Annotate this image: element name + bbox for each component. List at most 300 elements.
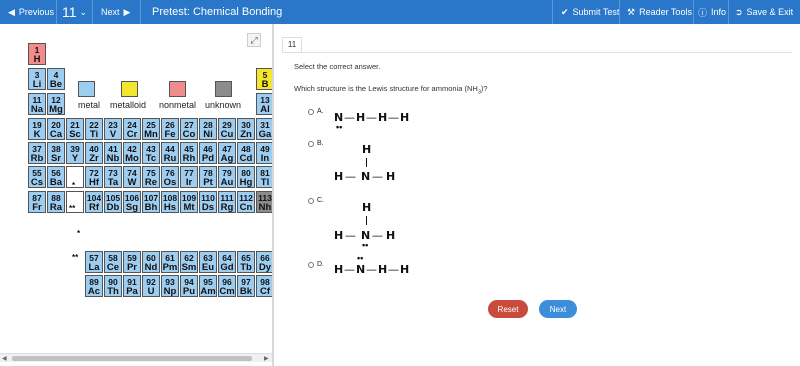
lone-pair: ••: [362, 240, 369, 250]
lone-pair: ••: [336, 122, 343, 132]
element-cell-au: [218, 166, 236, 188]
element-symbol: Th: [107, 286, 119, 297]
element-symbol: Rh: [182, 153, 196, 164]
atomic-number: 75: [146, 168, 156, 178]
atomic-number: 38: [51, 144, 61, 154]
atom-h: H: [400, 111, 410, 124]
instruction-text: Select the correct answer.: [294, 62, 381, 71]
atom-n: N: [361, 170, 371, 183]
option-c-label: C.: [317, 197, 324, 204]
element-symbol: Sm: [181, 262, 197, 273]
legend-metal-swatch: [78, 81, 95, 97]
element-symbol: Cn: [239, 202, 253, 213]
atomic-number: 55: [32, 168, 42, 178]
element-symbol: Co: [182, 129, 196, 140]
atom-n: N: [361, 229, 371, 242]
element-cell-ni: [199, 118, 217, 140]
element-symbol: In: [260, 153, 270, 164]
element-cell-be: [47, 68, 65, 90]
element-symbol: Tb: [240, 262, 252, 273]
element-cell-tb: [237, 251, 255, 273]
element-symbol: Fe: [164, 129, 176, 140]
element-symbol: Rf: [88, 202, 100, 213]
expand-icon[interactable]: ⤢: [247, 33, 261, 47]
element-cell-ir: [180, 166, 198, 188]
element-symbol: Ni: [203, 129, 213, 140]
next-arrow-icon: ▶: [123, 6, 131, 17]
element-symbol: W: [127, 177, 137, 188]
element-cell-rg: [218, 191, 236, 213]
atomic-number: 113: [258, 193, 272, 203]
atomic-number: 26: [165, 120, 175, 130]
atomic-number: 111: [220, 193, 234, 203]
element-symbol: Pu: [182, 286, 196, 297]
single-bond: —: [344, 263, 355, 276]
single-bond: —: [388, 263, 399, 276]
element-symbol: V: [109, 129, 117, 140]
element-symbol: U: [147, 286, 155, 297]
atomic-number: 5: [262, 70, 268, 80]
atomic-number: 65: [241, 253, 251, 263]
element-symbol: Gd: [220, 262, 234, 273]
page-title: Pretest: Chemical Bonding: [152, 6, 283, 18]
element-cell-sr: [47, 142, 65, 164]
atomic-number: 89: [89, 277, 99, 287]
previous-label: Previous: [18, 7, 54, 17]
element-cell-w: [123, 166, 141, 188]
question-number: 11: [62, 4, 77, 20]
info-icon: ⓘ: [698, 7, 708, 18]
atom-h: H: [386, 229, 396, 242]
element-symbol: Mo: [125, 153, 139, 164]
single-bond: —: [345, 229, 356, 242]
element-symbol: Ce: [106, 262, 120, 273]
element-symbol: Cf: [259, 286, 271, 297]
header-rule: [302, 52, 792, 53]
divider: [140, 0, 141, 24]
element-symbol: Ds: [201, 202, 215, 213]
element-cell-pt: [199, 166, 217, 188]
legend-metalloid-swatch: [121, 81, 138, 97]
lanthanide-row-marker: *: [77, 229, 81, 238]
atomic-number: 66: [260, 253, 270, 263]
exit-icon: ➲: [735, 6, 743, 17]
atomic-number: 77: [184, 168, 194, 178]
element-cell-nb: [104, 142, 122, 164]
element-symbol: Be: [49, 79, 63, 90]
element-cell-pm: [161, 251, 179, 273]
element-symbol: Pt: [203, 177, 213, 188]
element-cell-fr: [28, 191, 46, 213]
legend-nonmetal-label: nonmetal: [159, 100, 197, 110]
element-cell-bk: [237, 275, 255, 297]
atomic-number: 78: [203, 168, 213, 178]
next-label: Next: [101, 7, 120, 17]
divider: [56, 0, 57, 24]
element-cell-hg: [237, 166, 255, 188]
atomic-number: 27: [184, 120, 194, 130]
atomic-number: 30: [241, 120, 251, 130]
element-symbol: Re: [144, 177, 158, 188]
info-label: Info: [711, 7, 727, 17]
element-cell-h: [28, 43, 46, 65]
element-symbol: Db: [106, 202, 120, 213]
element-symbol: Dy: [258, 262, 272, 273]
next-question-button[interactable]: [101, 0, 134, 24]
atomic-number: 3: [34, 70, 40, 80]
atomic-number: 47: [222, 144, 232, 154]
atomic-number: 74: [127, 168, 137, 178]
actinide-marker: **: [69, 204, 76, 213]
element-symbol: Pa: [126, 286, 138, 297]
element-cell-ba: [47, 166, 65, 188]
reader-tools-label: Reader Tools: [639, 7, 692, 17]
atomic-number: 98: [260, 277, 270, 287]
element-cell-np: [161, 275, 179, 297]
element-symbol: Mn: [144, 129, 158, 140]
atomic-number: 28: [203, 120, 213, 130]
single-bond: —: [345, 170, 356, 183]
atomic-number: 108: [162, 193, 178, 203]
divider: [552, 0, 553, 24]
lanthanide-marker: *: [72, 181, 76, 190]
horizontal-scrollbar[interactable]: [0, 353, 272, 362]
legend-nonmetal-swatch: [169, 81, 186, 97]
periodic-table: [0, 24, 272, 354]
atomic-number: 96: [222, 277, 232, 287]
element-symbol: Cm: [219, 286, 235, 297]
element-symbol: Rb: [30, 153, 44, 164]
atom-h: H: [378, 263, 388, 276]
element-cell-sg: [123, 191, 141, 213]
reader-tools-button[interactable]: [627, 0, 692, 24]
element-symbol: Nb: [106, 153, 120, 164]
previous-arrow-icon: ◀: [8, 6, 15, 17]
atomic-number: 23: [108, 120, 118, 130]
element-symbol: Cr: [126, 129, 138, 140]
element-symbol: Mg: [49, 104, 63, 115]
element-symbol: K: [33, 129, 41, 140]
element-symbol: H: [33, 54, 41, 65]
atomic-number: 11: [32, 95, 42, 105]
atomic-number: 29: [222, 120, 232, 130]
element-symbol: Ba: [49, 177, 63, 188]
element-cell-cs: [28, 166, 46, 188]
element-cell-mg: [47, 93, 65, 115]
element-symbol: B: [261, 79, 269, 90]
element-cell-am: [199, 275, 217, 297]
atomic-number: 57: [89, 253, 99, 263]
atomic-number: 25: [146, 120, 156, 130]
element-cell-sc: [66, 118, 84, 140]
atomic-number: 31: [260, 120, 270, 130]
element-cell-hs: [161, 191, 179, 213]
divider: [728, 0, 729, 24]
legend-unknown-swatch: [215, 81, 232, 97]
element-cell-zn: [237, 118, 255, 140]
single-bond: —: [344, 111, 355, 124]
element-cell-cd: [237, 142, 255, 164]
single-bond: —: [372, 229, 383, 242]
option-b-label: B.: [317, 140, 324, 147]
atom-h: H: [334, 170, 344, 183]
atomic-number: 49: [260, 144, 270, 154]
element-cell-cr: [123, 118, 141, 140]
atomic-number: 92: [146, 277, 156, 287]
lone-pair: ••: [357, 253, 364, 263]
atomic-number: 63: [203, 253, 213, 263]
vertical-bond: [366, 216, 367, 225]
radio-option-b[interactable]: [308, 141, 314, 147]
element-symbol: Ca: [49, 129, 63, 140]
info-button[interactable]: [698, 0, 726, 24]
element-cell-y: [66, 142, 84, 164]
submit-test-label: Submit Test: [572, 7, 620, 17]
element-cell-gd: [218, 251, 236, 273]
atomic-number: 94: [184, 277, 194, 287]
atomic-number: 37: [32, 144, 42, 154]
legend-unknown-label: unknown: [205, 100, 242, 110]
atomic-number: 91: [127, 277, 137, 287]
check-circle-icon: ✔: [561, 6, 569, 17]
atomic-number: 76: [165, 168, 175, 178]
element-cell-ds: [199, 191, 217, 213]
question-panel: [272, 24, 800, 366]
element-symbol: La: [88, 262, 100, 273]
atomic-number: 45: [184, 144, 194, 154]
atom-n: N: [356, 263, 366, 276]
element-cell-rh: [180, 142, 198, 164]
element-symbol: Au: [220, 177, 234, 188]
element-symbol: Fr: [32, 202, 42, 213]
element-cell-co: [180, 118, 198, 140]
element-cell-mt: [180, 191, 198, 213]
element-symbol: Nh: [258, 202, 272, 213]
top-toolbar: [0, 0, 800, 24]
save-exit-button[interactable]: [735, 0, 793, 24]
scrollbar-thumb[interactable]: [12, 356, 252, 361]
atomic-number: 39: [70, 144, 80, 154]
element-symbol: Cu: [220, 129, 234, 140]
element-cell-rb: [28, 142, 46, 164]
periodic-table-panel: [0, 24, 272, 366]
element-symbol: Nd: [144, 262, 158, 273]
element-symbol: Pm: [162, 262, 178, 273]
prompt-prefix: Which structure is the Lewis structure for ammonia (NH: [294, 84, 478, 93]
atomic-number: 80: [241, 168, 251, 178]
legend-metalloid-label: metalloid: [110, 100, 147, 110]
atom-n: N: [334, 111, 344, 124]
element-symbol: Rg: [220, 202, 234, 213]
prompt-subscript: 3: [477, 89, 481, 96]
atomic-number: 48: [241, 144, 251, 154]
atomic-number: 43: [146, 144, 156, 154]
element-symbol: Pd: [201, 153, 215, 164]
element-symbol: Sg: [125, 202, 139, 213]
atomic-number: 112: [239, 193, 253, 203]
element-symbol: Ir: [185, 177, 193, 188]
chevron-down-icon: ⌄: [79, 6, 88, 17]
element-symbol: Sc: [69, 129, 81, 140]
element-symbol: Li: [32, 79, 42, 90]
element-cell-pu: [180, 275, 198, 297]
atomic-number: 87: [32, 193, 42, 203]
atomic-number: 4: [53, 70, 59, 80]
atomic-number: 110: [201, 193, 215, 203]
element-cell-ag: [218, 142, 236, 164]
atomic-number: 56: [51, 168, 61, 178]
atomic-number: 61: [165, 253, 175, 263]
element-symbol: Zn: [240, 129, 252, 140]
actinide-row-marker: **: [72, 253, 79, 262]
element-cell-ac: [85, 275, 103, 297]
radio-option-c[interactable]: [308, 198, 314, 204]
atomic-number: 81: [260, 168, 270, 178]
single-bond: —: [366, 263, 377, 276]
element-cell-hf: [85, 166, 103, 188]
element-cell-ta: [104, 166, 122, 188]
element-symbol: Am: [200, 286, 216, 297]
question-selector[interactable]: [62, 0, 87, 24]
element-cell-eu: [199, 251, 217, 273]
element-symbol: Bk: [239, 286, 253, 297]
option-a[interactable]: [308, 108, 324, 115]
atomic-number: 73: [108, 168, 118, 178]
atomic-number: 13: [260, 95, 270, 105]
element-symbol: Tc: [145, 153, 157, 164]
element-cell-pa: [123, 275, 141, 297]
atomic-number: 59: [127, 253, 137, 263]
legend-metal-label: metal: [78, 100, 101, 110]
option-a-label: A.: [317, 108, 324, 115]
element-cell-re: [142, 166, 160, 188]
atomic-number: 107: [143, 193, 159, 203]
atomic-number: 106: [124, 193, 140, 203]
vertical-bond: [366, 158, 367, 167]
element-cell-mo: [123, 142, 141, 164]
element-symbol: Ga: [258, 129, 272, 140]
element-symbol: Cd: [239, 153, 253, 164]
atom-h: H: [334, 229, 344, 242]
save-exit-label: Save & Exit: [746, 7, 794, 17]
element-symbol: Ti: [89, 129, 99, 140]
question-prompt: [294, 84, 488, 96]
element-cell-cm: [218, 275, 236, 297]
element-cell-tc: [142, 142, 160, 164]
option-c[interactable]: [308, 197, 324, 204]
atomic-number: 109: [181, 193, 197, 203]
question-number-tab: 11: [282, 37, 302, 53]
atomic-number: 20: [51, 120, 61, 130]
element-symbol: Hs: [163, 202, 177, 213]
atomic-number: 22: [89, 120, 99, 130]
atom-h: H: [400, 263, 410, 276]
atomic-number: 58: [108, 253, 118, 263]
element-symbol: Os: [163, 177, 177, 188]
next-button[interactable]: Next: [539, 300, 577, 318]
element-cell-bh: [142, 191, 160, 213]
atomic-number: 93: [165, 277, 175, 287]
atomic-number: 21: [70, 120, 80, 130]
atomic-number: 90: [108, 277, 118, 287]
element-cell-th: [104, 275, 122, 297]
radio-option-a[interactable]: [308, 109, 314, 115]
element-cell-ra: [47, 191, 65, 213]
atomic-number: 40: [89, 144, 99, 154]
scroll-left-arrow-icon[interactable]: ◀: [2, 356, 7, 362]
element-cell-la: [85, 251, 103, 273]
atomic-number: 46: [203, 144, 213, 154]
atomic-number: 1: [34, 45, 40, 55]
element-cell-ru: [161, 142, 179, 164]
element-symbol: Na: [30, 104, 44, 115]
atomic-number: 72: [89, 168, 99, 178]
wrench-icon: ⚒: [627, 6, 636, 17]
previous-button[interactable]: [8, 0, 54, 24]
atomic-number: 44: [165, 144, 175, 154]
atom-h: H: [378, 111, 388, 124]
single-bond: —: [372, 170, 383, 183]
scroll-right-arrow-icon[interactable]: ▶: [264, 356, 269, 362]
option-d-label: D.: [317, 261, 324, 268]
atomic-number: 19: [32, 120, 42, 130]
atom-h: H: [362, 201, 372, 214]
element-cell-cn: [237, 191, 255, 213]
element-symbol: Cs: [30, 177, 44, 188]
reset-button[interactable]: Reset: [488, 300, 528, 318]
element-symbol: Mt: [183, 202, 195, 213]
atomic-number: 105: [105, 193, 121, 203]
element-symbol: Ta: [107, 177, 119, 188]
option-b[interactable]: [308, 140, 324, 147]
element-symbol: Np: [163, 286, 177, 297]
atomic-number: 42: [127, 144, 137, 154]
element-cell-cu: [218, 118, 236, 140]
element-cell-na: [28, 93, 46, 115]
atomic-number: 104: [86, 193, 102, 203]
element-symbol: Al: [260, 104, 270, 115]
atomic-number: 97: [241, 277, 251, 287]
element-cell-rf: [85, 191, 103, 213]
divider: [619, 0, 620, 24]
element-symbol: Hg: [239, 177, 253, 188]
element-symbol: Y: [71, 153, 79, 164]
atomic-number: 41: [108, 144, 118, 154]
atomic-number: 62: [184, 253, 194, 263]
element-symbol: Bh: [144, 202, 158, 213]
element-cell-ti: [85, 118, 103, 140]
element-cell-sm: [180, 251, 198, 273]
element-cell-pd: [199, 142, 217, 164]
submit-test-button[interactable]: [561, 0, 619, 24]
element-cell-v: [104, 118, 122, 140]
atom-h: H: [362, 143, 372, 156]
element-symbol: Ra: [49, 202, 63, 213]
element-symbol: Ru: [163, 153, 177, 164]
radio-option-d[interactable]: [308, 262, 314, 268]
element-cell-li: [28, 68, 46, 90]
option-d[interactable]: [308, 261, 324, 268]
atomic-number: 88: [51, 193, 61, 203]
element-cell-zr: [85, 142, 103, 164]
element-cell-ca: [47, 118, 65, 140]
element-symbol: Tl: [260, 177, 270, 188]
atom-h: H: [356, 111, 366, 124]
single-bond: —: [388, 111, 399, 124]
element-symbol: Zr: [89, 153, 99, 164]
atom-h: H: [334, 263, 344, 276]
element-symbol: Ag: [220, 153, 234, 164]
